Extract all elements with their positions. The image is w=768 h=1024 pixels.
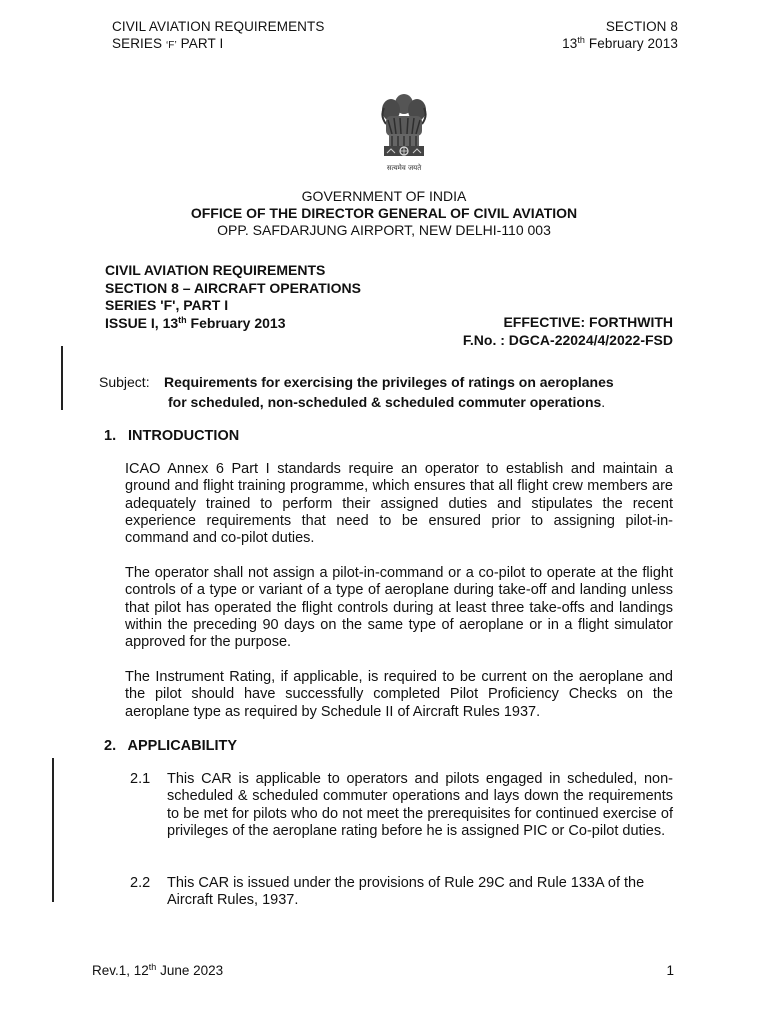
car-section: SECTION 8 – AIRCRAFT OPERATIONS: [105, 279, 361, 296]
revision-bar: [52, 758, 54, 902]
revision-footer: Rev.1, 12th June 2023: [92, 962, 224, 978]
clause-number: 2.2: [130, 875, 151, 891]
intro-paragraph-3: The Instrument Rating, if applicable, is required to be current on the aeroplane and the pilot should have successfully completed Pilot Proficiency Checks on the aeroplane type as required by Schedule II of Aircraft Rules 1937.: [125, 669, 673, 720]
header-title: CIVIL AVIATION REQUIREMENTS: [112, 19, 325, 34]
section-heading-introduction: 1. INTRODUCTION: [104, 428, 240, 444]
car-heading: CIVIL AVIATION REQUIREMENTS: [105, 262, 326, 278]
intro-paragraph-2: The operator shall not assign a pilot-in-command or a co-pilot to operate at the flight controls of a type or variant of a type of aeroplane during take-off and landing unless that pilot has operated the flight controls during at least three take-offs and landings within the preceding 90 days on the same type of aeroplane or in a flight simulator approved for the purpose.: [125, 565, 673, 651]
subject-block: Subject: Requirements for exercising the privileges of ratings on aeroplanes for scheduled, non-scheduled & scheduled commuter operations.: [99, 374, 614, 410]
page-number: 1: [666, 963, 674, 978]
header-series: SERIES ‘F’ PART I: [112, 36, 224, 51]
national-emblem-icon: [372, 90, 436, 182]
subject-line-1: Requirements for exercising the privileges of ratings on aeroplanes: [164, 374, 614, 390]
car-series: SERIES 'F', PART I: [105, 297, 229, 313]
dgca-office-line: OFFICE OF THE DIRECTOR GENERAL OF CIVIL AVIATION: [190, 205, 578, 221]
clause-text: This CAR is applicable to operators and pilots engaged in scheduled, non-scheduled & scheduled commuter operations and lays down the requirements to be met for pilots who do not meet the prerequisites for continued exercise of privileges of the aeroplane rating before he is assigned PIC or Co-pilot duties.: [167, 771, 673, 839]
effective-block: [463, 314, 673, 349]
car-title-block: [105, 262, 361, 332]
emblem-motto: सत्यमेव जयते: [386, 164, 422, 172]
header-section: SECTION 8: [605, 19, 678, 34]
clause-text: This CAR is issued under the provisions of Rule 29C and Rule 133A of the Aircraft Rules, 1937.: [167, 875, 645, 909]
car-issue: ISSUE I, 13th February 2013: [105, 314, 286, 331]
running-header-left: [112, 18, 324, 54]
revision-bar: [61, 346, 63, 410]
header-date: 13th February 2013: [562, 35, 678, 51]
government-line: GOVERNMENT OF INDIA: [301, 188, 467, 204]
office-block: [0, 188, 768, 239]
clause-2-1: [130, 771, 673, 840]
subject-line-2: for scheduled, non-scheduled & scheduled commuter operations: [168, 394, 602, 410]
subject-label: Subject:: [99, 374, 150, 390]
section-heading-applicability: 2. APPLICABILITY: [104, 738, 238, 754]
running-header-right: [562, 18, 678, 52]
file-number: F.No. : DGCA-22024/4/2022-FSD: [462, 331, 673, 348]
clause-2-2: [130, 875, 673, 910]
intro-paragraph-1: ICAO Annex 6 Part I standards require an operator to establish and maintain a ground and flight training programme, which ensures that all flight crew members are adequately trained to perform their assigned duties and stipulates the recent experience requirements that need to be ensured prior to assigning pilot-in- command and co-pilot duties.: [125, 461, 673, 547]
office-address: OPP. SAFDARJUNG AIRPORT, NEW DELHI-110 003: [217, 222, 551, 238]
effective-date: EFFECTIVE: FORTHWITH: [503, 314, 673, 330]
clause-number: 2.1: [130, 771, 151, 787]
